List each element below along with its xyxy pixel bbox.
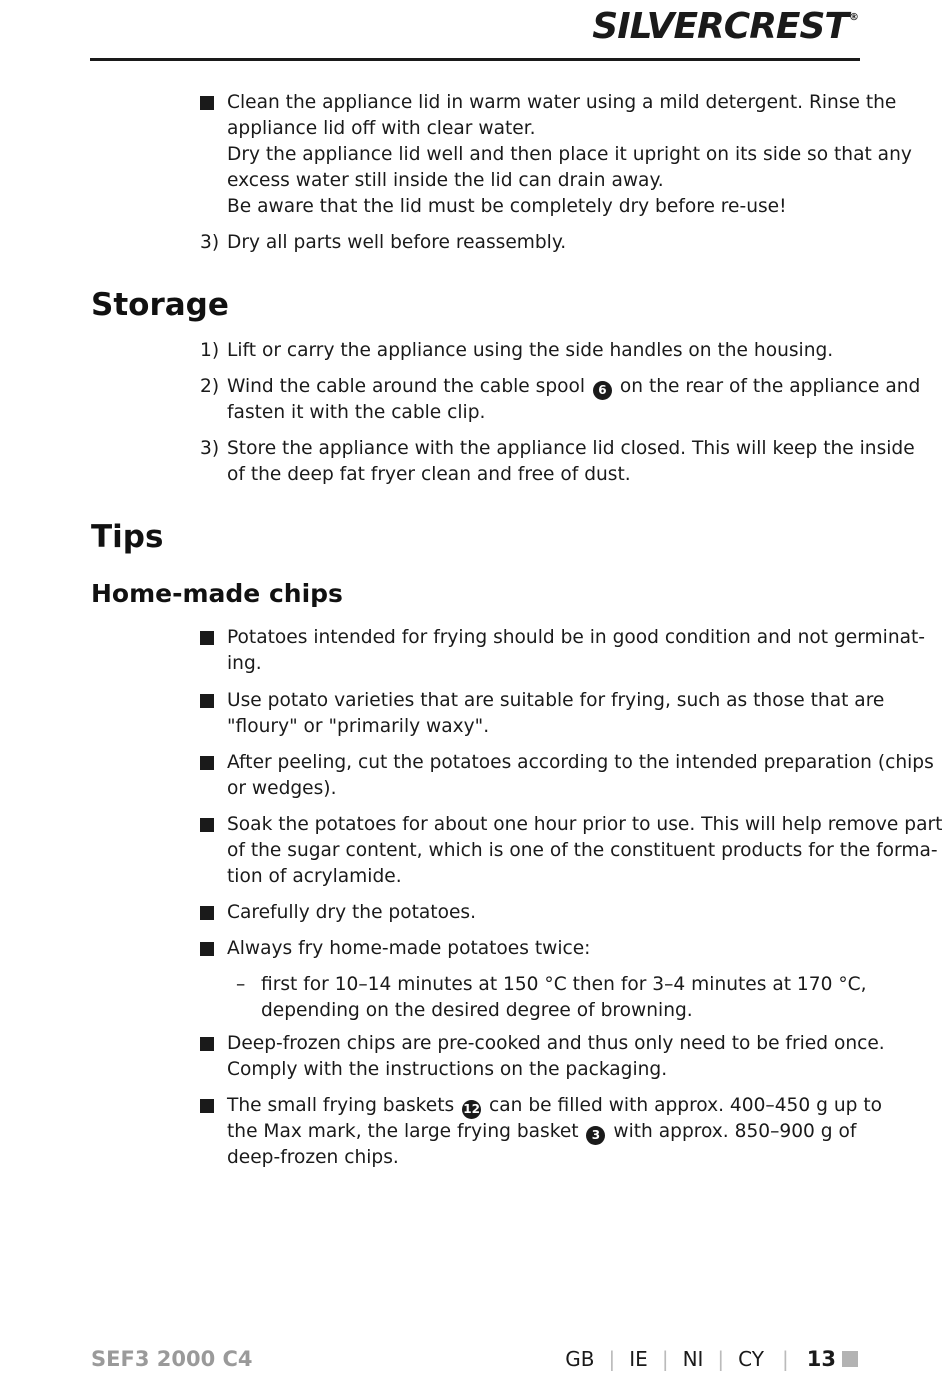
- country-code: CY: [738, 1347, 765, 1371]
- text-segment: can be filled with approx. 400–450 g up to: [489, 1095, 882, 1116]
- bullet-square: [200, 818, 214, 832]
- text-line: Soak the potatoes for about one hour prior to use. This will help remove part: [227, 814, 943, 835]
- header-rule: [90, 58, 860, 61]
- brand-logo: [592, 6, 858, 47]
- tips-bullet: [227, 936, 857, 962]
- bullet-square: [200, 96, 214, 110]
- subheading-home-made-chips: Home-made chips: [91, 579, 343, 608]
- step-number: 3): [200, 232, 220, 253]
- tips-bullet: [227, 812, 943, 890]
- footer-countries-page: [565, 1347, 858, 1371]
- step-number: 2): [200, 376, 220, 397]
- text-line: Dry the appliance lid well and then place it upright on its side so that any: [227, 144, 912, 165]
- text-line: Potatoes intended for frying should be in good condition and not germinat-: [227, 627, 926, 648]
- reference-number-badge: 3: [586, 1126, 605, 1145]
- reference-number-badge: 12: [462, 1100, 481, 1119]
- text-line: deep-frozen chips.: [227, 1147, 399, 1168]
- text-line: Dry all parts well before reassembly.: [227, 232, 567, 253]
- text-segment: The small frying baskets: [227, 1095, 455, 1116]
- separator: |: [782, 1347, 789, 1371]
- step-number: 3): [200, 438, 220, 459]
- text-line: Deep-frozen chips are pre-cooked and thus only need to be fried once.: [227, 1033, 885, 1054]
- tips-bullet: [227, 750, 934, 802]
- text-line: ing.: [227, 653, 262, 674]
- text-line: After peeling, cut the potatoes according to the intended preparation (chips: [227, 752, 934, 773]
- separator: |: [661, 1347, 669, 1371]
- text-line: "floury" or "primarily waxy".: [227, 716, 490, 737]
- footer-model: SEF3 2000 C4: [91, 1347, 253, 1371]
- text-segment: Wind the cable around the cable spool: [227, 376, 586, 397]
- text-line: [227, 374, 921, 400]
- country-code: GB: [565, 1347, 595, 1371]
- bullet-square: [200, 756, 214, 770]
- dash-marker: –: [236, 974, 246, 995]
- tips-bullet: [227, 900, 857, 926]
- tips-bullet: [227, 1031, 885, 1083]
- bullet-square: [200, 1099, 214, 1113]
- country-code: IE: [629, 1347, 648, 1371]
- bullet-square: [200, 906, 214, 920]
- text-segment: on the rear of the appliance and: [619, 376, 921, 397]
- text-line: Lift or carry the appliance using the side handles on the housing.: [227, 340, 834, 361]
- intro-bullet: [227, 90, 912, 220]
- storage-step-1: [227, 338, 857, 364]
- country-code: NI: [682, 1347, 704, 1371]
- tips-bullet: [227, 1093, 882, 1171]
- storage-step-3: [227, 436, 915, 488]
- text-line: appliance lid off with clear water.: [227, 118, 536, 139]
- text-segment: the Max mark, the large frying basket: [227, 1121, 579, 1142]
- text-line: Use potato varieties that are suitable for frying, such as those that are: [227, 690, 885, 711]
- heading-tips: Tips: [91, 519, 164, 555]
- separator: |: [608, 1347, 616, 1371]
- text-line: of the deep fat fryer clean and free of dust.: [227, 464, 631, 485]
- text-line: [227, 1119, 857, 1145]
- bullet-square: [200, 942, 214, 956]
- text-line: of the sugar content, which is one of the constituent products for the forma-: [227, 840, 938, 861]
- text-line: first for 10–14 minutes at 150 °C then for 3–4 minutes at 170 °C,: [261, 974, 867, 995]
- text-line: [227, 1093, 882, 1119]
- reference-number-badge: 6: [593, 381, 612, 400]
- registered-mark: ®: [849, 12, 858, 23]
- text-line: excess water still inside the lid can drain away.: [227, 170, 664, 191]
- text-line: Carefully dry the potatoes.: [227, 902, 476, 923]
- storage-step-2: [227, 374, 921, 426]
- separator: |: [717, 1347, 725, 1371]
- step-number: 1): [200, 340, 220, 361]
- bullet-square: [200, 694, 214, 708]
- heading-storage: Storage: [91, 287, 229, 323]
- text-line: or wedges).: [227, 778, 337, 799]
- page-marker-square: [842, 1351, 858, 1367]
- bullet-square: [200, 631, 214, 645]
- text-line: Always fry home-made potatoes twice:: [227, 938, 591, 959]
- text-line: fasten it with the cable clip.: [227, 402, 486, 423]
- text-segment: with approx. 850–900 g of: [613, 1121, 857, 1142]
- text-line: Be aware that the lid must be completely dry before re-use!: [227, 196, 787, 217]
- tips-bullet: [227, 625, 926, 677]
- tips-bullet: [227, 688, 885, 740]
- bullet-square: [200, 1037, 214, 1051]
- tips-sub-item: [261, 972, 867, 1024]
- text-line: Clean the appliance lid in warm water using a mild detergent. Rinse the: [227, 92, 897, 113]
- page-number: 13: [806, 1347, 836, 1371]
- brand-name: SILVERCREST: [592, 6, 848, 47]
- text-line: depending on the desired degree of browning.: [261, 1000, 693, 1021]
- intro-step-3: [227, 230, 857, 256]
- text-line: tion of acrylamide.: [227, 866, 402, 887]
- text-line: Comply with the instructions on the packaging.: [227, 1059, 668, 1080]
- text-line: Store the appliance with the appliance lid closed. This will keep the inside: [227, 438, 915, 459]
